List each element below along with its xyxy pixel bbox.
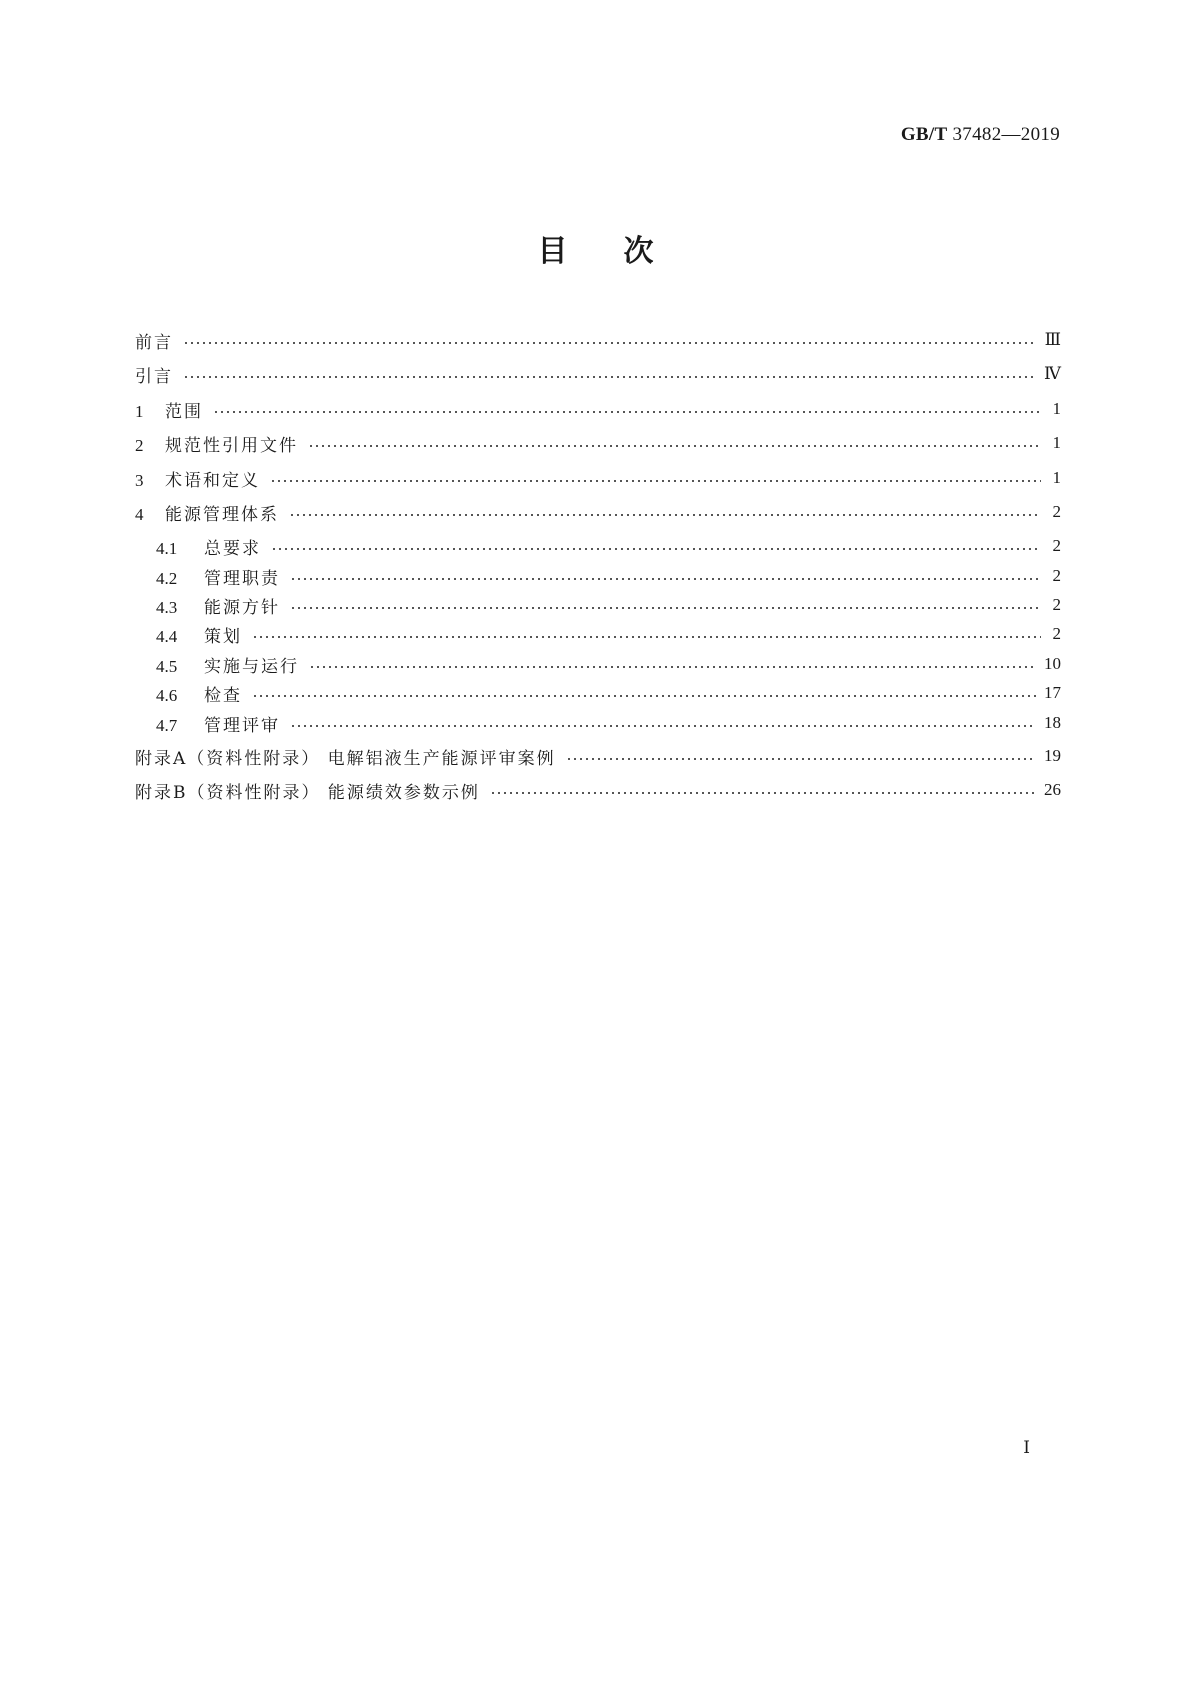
toc-entry-number: 3 (135, 470, 144, 490)
toc-entry-energy-management-system[interactable] (135, 498, 1061, 526)
toc-entry-4-3[interactable] (135, 591, 1061, 619)
toc-entry-label: 前言 (135, 332, 173, 353)
dot-leader (290, 725, 1036, 727)
dot-leader (270, 480, 1041, 482)
toc-entry-introduction[interactable] (135, 360, 1061, 388)
toc-entry-label: 范围 (165, 401, 203, 422)
dot-leader (183, 376, 1036, 378)
toc-entry-page: 1 (1052, 468, 1061, 487)
toc-entry-4-4[interactable] (135, 620, 1061, 648)
dot-leader (252, 636, 1041, 638)
toc-entry-number: 4.6 (156, 685, 178, 705)
toc-entry-number: 4.5 (156, 656, 178, 676)
toc-entry-label: 实施与运行 (204, 656, 299, 677)
toc-entry-label: 附录A（资料性附录） 电解铝液生产能源评审案例 (135, 748, 556, 769)
dot-leader (308, 445, 1041, 447)
toc-entry-page: 26 (1044, 780, 1061, 799)
toc-entry-page: 2 (1052, 595, 1061, 614)
toc-entry-appendix-b[interactable] (135, 776, 1061, 804)
toc-entry-page: 19 (1044, 746, 1061, 765)
toc-entry-number: 4.7 (156, 715, 178, 735)
toc-entry-terms-definitions[interactable] (135, 464, 1061, 492)
toc-entry-label: 能源方针 (204, 597, 280, 618)
toc-entry-4-6[interactable] (135, 679, 1061, 707)
dot-leader (271, 548, 1041, 550)
dot-leader (566, 758, 1036, 760)
toc-entry-page: 10 (1044, 654, 1061, 673)
dot-leader (252, 695, 1036, 697)
toc-entry-label: 规范性引用文件 (165, 435, 298, 456)
toc-entry-number: 2 (135, 435, 144, 455)
dot-leader (213, 411, 1041, 413)
toc-entry-page: Ⅳ (1044, 364, 1061, 383)
toc-entry-label: 检查 (204, 685, 242, 706)
standard-code (901, 124, 1060, 146)
standard-number: 37482—2019 (952, 124, 1060, 145)
toc-entry-scope[interactable] (135, 395, 1061, 423)
toc-entry-foreword[interactable] (135, 326, 1061, 354)
toc-entry-page: 2 (1052, 566, 1061, 585)
toc-entry-number: 4 (135, 504, 144, 524)
toc-entry-number: 4.3 (156, 597, 178, 617)
page-title: 目次 (537, 234, 710, 269)
toc-entry-normative-references[interactable] (135, 429, 1061, 457)
page-number: Ⅰ (1023, 1438, 1030, 1457)
toc-entry-page: 18 (1044, 713, 1061, 732)
toc-entry-number: 1 (135, 401, 144, 421)
toc-entry-appendix-a[interactable] (135, 742, 1061, 770)
toc-entry-4-5[interactable] (135, 650, 1061, 678)
toc-entry-label: 管理评审 (204, 715, 280, 736)
toc-entry-label: 总要求 (204, 538, 261, 559)
toc-entry-label: 引言 (135, 366, 173, 387)
toc-entry-number: 4.1 (156, 538, 178, 558)
dot-leader (490, 792, 1036, 794)
toc-entry-page: 2 (1052, 502, 1061, 521)
toc-entry-4-7[interactable] (135, 709, 1061, 737)
toc-entry-label: 术语和定义 (165, 470, 260, 491)
toc-entry-page: 2 (1052, 536, 1061, 555)
toc-entry-label: 能源管理体系 (165, 504, 279, 525)
toc-entry-label: 管理职责 (204, 568, 280, 589)
standard-prefix: GB/T (900, 124, 948, 145)
toc-entry-page: 1 (1052, 433, 1061, 452)
toc-entry-4-1[interactable] (135, 532, 1061, 560)
toc-entry-label: 策划 (204, 626, 242, 647)
toc-entry-4-2[interactable] (135, 562, 1061, 590)
dot-leader (289, 514, 1041, 516)
toc-entry-page: 2 (1052, 624, 1061, 643)
dot-leader (309, 666, 1036, 668)
toc-entry-label: 附录B（资料性附录） 能源绩效参数示例 (135, 782, 480, 803)
dot-leader (290, 607, 1041, 609)
toc-entry-number: 4.4 (156, 626, 178, 646)
toc-entry-page: 1 (1052, 399, 1061, 418)
dot-leader (290, 578, 1041, 580)
toc-entry-number: 4.2 (156, 568, 178, 588)
toc-entry-page: 17 (1044, 683, 1061, 702)
toc-entry-page: Ⅲ (1044, 330, 1061, 349)
dot-leader (183, 342, 1037, 344)
